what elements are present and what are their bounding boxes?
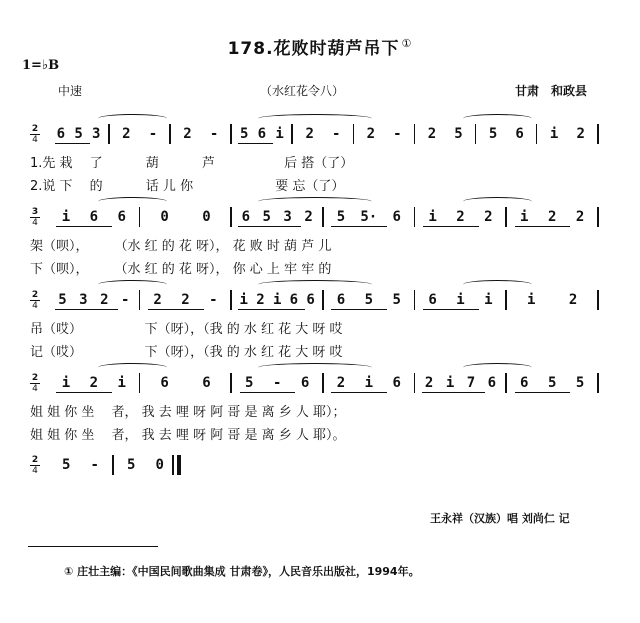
note: 2 [256, 292, 265, 308]
beam-line [331, 226, 387, 227]
beam-line [515, 392, 571, 393]
barline [230, 207, 232, 227]
note: 6 [117, 209, 126, 225]
note: 5 [547, 375, 557, 391]
note: i [239, 292, 248, 308]
note: 6 [392, 209, 401, 225]
note: 5 [239, 126, 249, 142]
note: 2 [547, 209, 557, 225]
lyric-line: 姐 姐 你 坐 者， 我 去 哩 呀 阿 哥 是 离 乡 人 耶）； [30, 405, 346, 420]
note: 2 [304, 209, 313, 225]
note: 6 [202, 375, 211, 391]
lyric-line: 吊（哎） 下（呀），（我 的 水 红 花 大 呀 哎 [30, 322, 343, 337]
note: 0 [155, 457, 164, 473]
beam-line [331, 309, 387, 310]
barline [172, 455, 174, 475]
footnote-mark: ① [401, 37, 413, 51]
note: 2 [484, 209, 493, 225]
note: 5 [127, 457, 136, 473]
note: i [445, 375, 455, 391]
barline [597, 124, 599, 144]
note: - [332, 126, 341, 142]
barline [322, 373, 324, 393]
barline [169, 124, 171, 144]
note: 5 [62, 457, 71, 473]
slur-arc [98, 363, 166, 372]
note: i [117, 375, 126, 391]
slur-arc [258, 197, 372, 206]
note: 2 [576, 126, 585, 142]
note: 2 [100, 292, 109, 308]
note: 5 [488, 126, 498, 142]
note: 5 [336, 209, 346, 225]
slur-arc [463, 280, 531, 289]
slur-arc [98, 197, 166, 206]
slur-arc [258, 363, 372, 372]
notation-row [30, 371, 608, 395]
barline [230, 373, 232, 393]
note: i [272, 292, 282, 308]
lyric-line: 1.先 栽 了 葫 芦 后 搭（了） [30, 156, 354, 171]
beam-line [238, 143, 273, 144]
note: 0 [160, 209, 169, 225]
note: 5· [360, 209, 378, 225]
lyric-line: 记（哎） 下（呀），（我 的 水 红 花 大 呀 哎 [30, 345, 343, 360]
note: i [364, 375, 374, 391]
note: 2 [456, 209, 465, 225]
note: - [120, 292, 130, 308]
note: - [393, 126, 402, 142]
barline [536, 124, 538, 144]
beam-line [56, 392, 112, 393]
note: 5 [364, 292, 374, 308]
note: i [484, 292, 493, 308]
note: 6 [257, 126, 267, 142]
note: 5 [575, 375, 585, 391]
note: i [520, 209, 529, 225]
note: - [148, 126, 158, 142]
beam-line [240, 392, 296, 393]
note: 3 [79, 292, 88, 308]
barline [322, 207, 324, 227]
barline [475, 124, 477, 144]
note: 7 [466, 375, 476, 391]
slur-arc [258, 280, 372, 289]
beam-line [331, 392, 387, 393]
barline [597, 290, 599, 310]
note: 6 [392, 375, 401, 391]
note: 6 [306, 292, 315, 308]
slur-arc [98, 280, 166, 289]
lyric-line: 架（呗）， （水 红 的 花 呀）， 花 败 时 葫 芦 儿 [30, 239, 332, 254]
key-signature: 1=♭B [22, 58, 60, 73]
note: - [90, 457, 99, 473]
note: 2 [427, 126, 437, 142]
note: - [209, 126, 219, 142]
lyric-line: 2.说 下 的 话 儿 你 要 忘（了） [30, 179, 345, 194]
barline [414, 373, 416, 393]
note: 5 [245, 375, 254, 391]
note: 6 [428, 292, 437, 308]
barline [230, 124, 232, 144]
footnote-divider [28, 546, 158, 547]
note: i [549, 126, 559, 142]
lyric-line: 姐 姐 你 坐 者， 我 去 哩 呀 阿 哥 是 离 乡 人 耶）。 [30, 428, 346, 443]
lyric-line: 下（呗）， （水 红 的 花 呀）， 你 心 上 牢 牢 的 [30, 262, 332, 277]
note: 2 [568, 292, 578, 308]
time-signature: 2 4 [31, 290, 39, 311]
note: 5 [454, 126, 463, 142]
barline [108, 124, 110, 144]
slur-arc [463, 114, 531, 123]
tempo-marking: 中速 [58, 84, 83, 98]
beam-line [56, 226, 112, 227]
barline [597, 373, 599, 393]
barline [353, 124, 355, 144]
time-signature: 2 4 [31, 455, 39, 476]
note: 6 [160, 375, 169, 391]
note: 6 [300, 375, 310, 391]
note: 6 [56, 126, 66, 142]
note: 6 [487, 375, 497, 391]
note: 3 [92, 126, 101, 142]
barline [505, 373, 507, 393]
beam-line [515, 226, 571, 227]
note: 6 [515, 126, 524, 142]
note: i [61, 209, 71, 225]
beam-line [238, 226, 301, 227]
time-signature: 2 4 [31, 124, 39, 145]
beam-line [55, 309, 118, 310]
note: i [428, 209, 437, 225]
barline [414, 207, 416, 227]
beam-line [55, 143, 90, 144]
barline [139, 207, 141, 227]
final-barline [177, 455, 181, 475]
note: i [456, 292, 465, 308]
note: 6 [336, 292, 346, 308]
barline [112, 455, 114, 475]
note: i [527, 292, 536, 308]
note: 5 [74, 126, 83, 142]
note: 6 [289, 292, 299, 308]
beam-line [423, 226, 479, 227]
note: 2 [89, 375, 99, 391]
barline [597, 207, 599, 227]
note: 6 [520, 375, 529, 391]
barline [139, 290, 141, 310]
note: 5 [392, 292, 401, 308]
beam-line [423, 309, 479, 310]
note: 2 [183, 126, 192, 142]
credits: 王永祥（汉族）唱 刘尚仁 记 [430, 512, 570, 525]
note: 2 [575, 209, 585, 225]
note: - [209, 292, 218, 308]
barline [139, 373, 141, 393]
note: i [61, 375, 71, 391]
slur-arc [463, 363, 531, 372]
notation-row [30, 205, 608, 229]
barline [414, 290, 416, 310]
slur-arc [98, 114, 166, 123]
time-signature: 3 4 [31, 207, 39, 228]
notation-row [30, 288, 608, 312]
note: 0 [202, 209, 211, 225]
song-region: 甘肃 和政县 [515, 84, 588, 98]
notation-row [30, 122, 608, 146]
footnote: ① 庄壮主编：《中国民间歌曲集成 甘肃卷》，人民音乐出版社，1994年。 [64, 565, 420, 578]
barline [414, 124, 416, 144]
song-title: 178.花败时葫芦吊下 ① [227, 37, 413, 59]
note: 2 [122, 126, 131, 142]
barline [230, 290, 232, 310]
note: 2 [366, 126, 376, 142]
time-signature: 2 4 [31, 373, 39, 394]
note: 5 [262, 209, 271, 225]
note: 2 [153, 292, 162, 308]
barline [291, 124, 293, 144]
notation-row [30, 453, 608, 477]
slur-arc [463, 197, 531, 206]
song-subtitle: （水红花令八） [260, 84, 345, 98]
slur-arc [258, 114, 372, 123]
note: i [275, 126, 284, 142]
note: 3 [283, 209, 292, 225]
note: 2 [424, 375, 434, 391]
beam-line [148, 309, 204, 310]
note: 6 [89, 209, 99, 225]
beam-line [422, 392, 485, 393]
note: - [272, 375, 282, 391]
note: 6 [241, 209, 250, 225]
note: 2 [305, 126, 314, 142]
barline [505, 207, 507, 227]
note: 2 [336, 375, 346, 391]
beam-line [238, 309, 305, 310]
barline [505, 290, 507, 310]
barline [322, 290, 324, 310]
note: 5 [58, 292, 67, 308]
note: 2 [181, 292, 190, 308]
